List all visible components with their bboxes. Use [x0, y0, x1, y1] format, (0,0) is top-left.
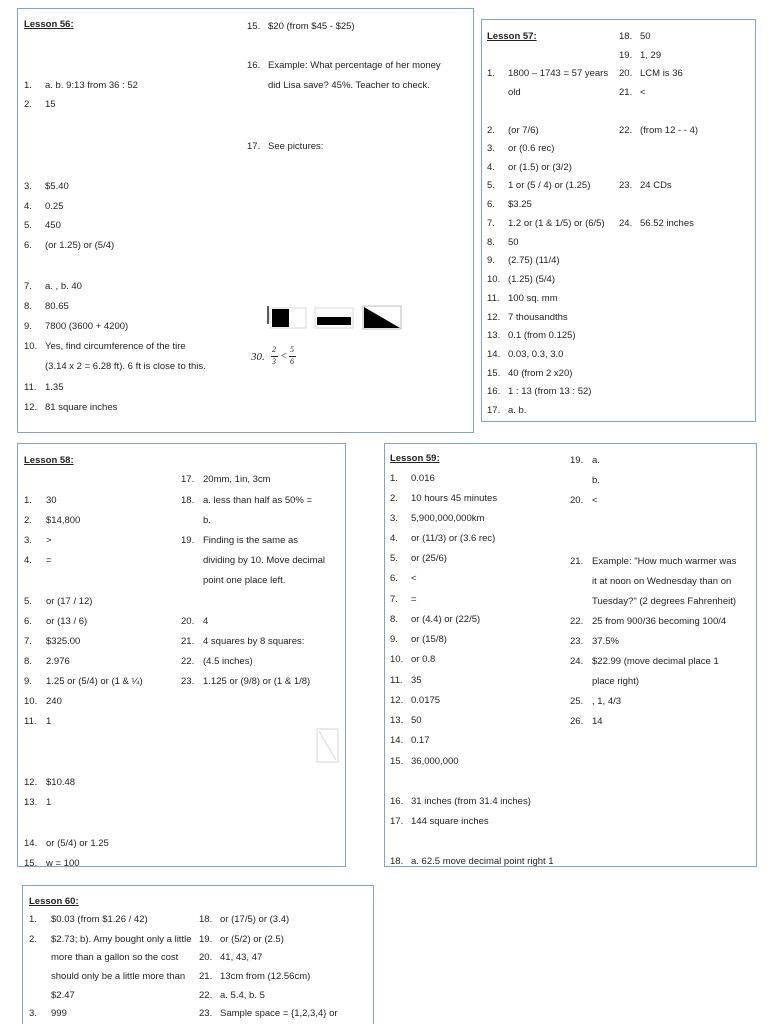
answer-number: 18.: [181, 495, 195, 506]
answer-text: (from 12 - - 4): [640, 125, 699, 136]
answer-number: 4.: [24, 201, 32, 212]
answer-text: 20mm, 1in, 3cm: [203, 474, 271, 485]
answer-text: or (15/8): [411, 634, 447, 645]
answer-number: 3.: [24, 535, 32, 546]
answer-number: 21.: [619, 87, 633, 98]
answer-number: 20.: [199, 952, 213, 963]
answer-number: 8.: [487, 237, 495, 248]
half-shaded-rectangle: [268, 306, 306, 328]
answer-text: LCM is 36: [640, 68, 683, 79]
answer-text: 999: [51, 1008, 67, 1019]
shaded-strip-rectangle: [315, 308, 353, 328]
answer-number: 5.: [24, 596, 32, 607]
answer-number: 20.: [570, 495, 584, 506]
answer-text: 37.5%: [592, 636, 619, 647]
answer-text: w = 100: [46, 858, 80, 867]
answer-number: 22.: [199, 990, 213, 1001]
answer-number: 4.: [24, 555, 32, 566]
answer-text: 450: [45, 220, 61, 231]
answer-number: 13.: [24, 797, 38, 808]
lesson-60-heading: Lesson 60:: [29, 896, 79, 907]
answer-number: 5.: [487, 180, 495, 191]
answer-number: 2.: [487, 125, 495, 136]
answer-text: 1: [46, 797, 52, 808]
fraction-numerator: 2: [272, 345, 276, 354]
answer-number: 9.: [24, 321, 32, 332]
answer-number: 18.: [619, 31, 633, 42]
answer-number: 10.: [24, 696, 38, 707]
answer-text: 240: [46, 696, 62, 707]
answer-text: 7 thousandths: [508, 312, 568, 323]
answer-text: (or 1.25) or (5/4): [45, 240, 115, 251]
answer-text: 1 or (5 / 4) or (1.25): [508, 180, 591, 191]
answer-number: 4.: [487, 162, 495, 173]
answer-number: 23.: [619, 180, 633, 191]
answer-text: or (5/2) or (2.5): [220, 934, 284, 945]
answer-text: Example: "How much warmer was: [592, 556, 737, 567]
answer-text: $14,800: [46, 515, 81, 526]
answer-text: 7800 (3600 + 4200): [45, 321, 129, 332]
answer-text: or (13 / 6): [46, 616, 88, 627]
answer-text: 5,900,000,000km: [411, 513, 485, 524]
answer-number: 3.: [390, 513, 398, 524]
answer-text: 50: [508, 237, 519, 248]
answer-number: 15.: [247, 21, 261, 32]
answer-number: 18.: [199, 914, 213, 925]
lesson-57-heading: Lesson 57:: [487, 31, 537, 42]
answer-text-continued: it at noon on Wednesday than on: [592, 576, 732, 587]
lesson-58-heading: Lesson 58:: [24, 455, 74, 466]
answer-text: 50: [640, 31, 651, 42]
answer-number: 14.: [487, 349, 501, 360]
answer-number: 25.: [570, 696, 584, 707]
answer-text: a. b. 9:13 from 36 : 52: [45, 80, 138, 91]
answer-number: 12.: [390, 695, 404, 706]
answer-text: 36,000,000: [411, 756, 459, 767]
answer-number: 15.: [487, 368, 501, 379]
answer-number: 20.: [181, 616, 195, 627]
answer-text: (1.25) (5/4): [508, 274, 555, 285]
answer-30-label: 30.: [251, 351, 265, 363]
answer-number: 13.: [487, 330, 501, 341]
answer-text: (4.5 inches): [203, 656, 253, 667]
answer-number: 5.: [24, 220, 32, 231]
answer-text-continued: b.: [203, 515, 211, 526]
answer-number: 1.: [29, 914, 37, 925]
answer-text: 0.03, 0.3, 3.0: [508, 349, 564, 360]
answer-number: 16.: [390, 796, 404, 807]
answer-number: 19.: [181, 535, 195, 546]
answer-text: or (17/5) or (3.4): [220, 914, 290, 925]
answer-text: 4: [203, 616, 209, 627]
answer-number: 9.: [24, 676, 32, 687]
answer-number: 21.: [181, 636, 195, 647]
answer-number: 14.: [24, 838, 38, 849]
answer-text: 0.1 (from 0.125): [508, 330, 576, 341]
answer-number: 13.: [390, 715, 404, 726]
answer-text: 1800 – 1743 = 57 years: [508, 68, 609, 79]
answer-number: 1.: [487, 68, 495, 79]
answer-text-continued: did Lisa save? 45%. Teacher to check.: [268, 80, 430, 91]
answer-text: or (25/6): [411, 553, 447, 564]
answer-number: 7.: [390, 594, 398, 605]
answer-text: or (5/4) or 1.25: [46, 838, 109, 849]
answer-text: 13cm from (12.56cm): [220, 971, 311, 982]
answer-text: 56.52 inches: [640, 218, 694, 229]
answer-text: $3.25: [508, 199, 532, 210]
answer-number: 16.: [487, 386, 501, 397]
answer-text: 15: [45, 99, 56, 110]
answer-text: 0.016: [411, 473, 435, 484]
answer-text-continued: b.: [592, 475, 600, 486]
answer-text: 0.0175: [411, 695, 441, 706]
answer-text: or (0.6 rec): [508, 143, 555, 154]
answer-text: 50: [411, 715, 422, 726]
answer-number: 20.: [619, 68, 633, 79]
answer-text: <: [411, 573, 417, 584]
answer-number: 22.: [181, 656, 195, 667]
answer-text-continued: dividing by 10. Move decimal: [203, 555, 325, 566]
comparison-sign: <: [280, 350, 288, 362]
answer-text: 0.25: [45, 201, 64, 212]
answer-number: 8.: [390, 614, 398, 625]
lesson-56-box: [17, 8, 474, 433]
answer-text: 40 (from 2 x20): [508, 368, 573, 379]
answer-text: 25 from 900/36 becoming 100/4: [592, 616, 727, 627]
answer-number: 22.: [619, 125, 633, 136]
answer-number: 3.: [29, 1008, 37, 1019]
answer-text: 1: [46, 716, 52, 727]
answer-text: or (11/3) or (3.6 rec): [411, 533, 496, 544]
answer-number: 11.: [390, 675, 403, 686]
answer-text: $20 (from $45 - $25): [268, 21, 355, 32]
answer-number: 24.: [619, 218, 633, 229]
fraction-denominator: 6: [290, 357, 294, 366]
answer-number: 11.: [24, 382, 37, 393]
answer-number: 3.: [487, 143, 495, 154]
answer-number: 17.: [487, 405, 501, 416]
answer-text: a. b.: [508, 405, 527, 416]
answer-number: 12.: [487, 312, 501, 323]
answer-number: 21.: [570, 556, 584, 567]
answer-number: 11.: [487, 293, 500, 304]
answer-number: 2.: [24, 99, 32, 110]
diagonal-line-picture: [316, 728, 340, 764]
answer-text: 1.25 or (5/4) or (1 & ¼): [46, 676, 143, 687]
lesson-59-box: [384, 443, 757, 867]
answer-text-continued: $2.47: [51, 990, 75, 1001]
answer-text: 31 inches (from 31.4 inches): [411, 796, 531, 807]
answer-text: (2.75) (11/4): [508, 255, 560, 266]
answer-text-continued: should only be a little more than: [51, 971, 186, 982]
answer-number: 21.: [199, 971, 213, 982]
answer-text: a. , b. 40: [45, 281, 82, 292]
answer-text: 4 squares by 8 squares:: [203, 636, 305, 647]
answer-text: 10 hours 45 minutes: [411, 493, 498, 504]
answer-text: $0.03 (from $1.26 / 42): [51, 914, 148, 925]
answer-text: 80.65: [45, 301, 69, 312]
answer-number: 7.: [24, 281, 32, 292]
answer-number: 14.: [390, 735, 404, 746]
answer-text: Yes, find circumference of the tire: [45, 341, 186, 352]
answer-text: 35: [411, 675, 422, 686]
lesson-56-heading: Lesson 56:: [24, 19, 74, 30]
answer-number: 6.: [487, 199, 495, 210]
lesson-59-heading: Lesson 59:: [390, 453, 440, 464]
answer-text-continued: place right): [592, 676, 639, 687]
answer-text: 1.35: [45, 382, 64, 393]
answer-text: (or 7/6): [508, 125, 539, 136]
answer-text: or (4.4) or (22/5): [411, 614, 481, 625]
answer-number: 8.: [24, 656, 32, 667]
answer-text: 0.17: [411, 735, 430, 746]
answer-number: 10.: [24, 341, 38, 352]
answer-number: 1.: [24, 495, 32, 506]
answer-number: 7.: [24, 636, 32, 647]
answer-text: $10.48: [46, 777, 76, 788]
answer-text-continued: point one place left.: [203, 575, 286, 586]
answer-text-continued: (3.14 x 2 = 6.28 ft). 6 ft is close to this.: [45, 361, 206, 372]
answer-number: 12.: [24, 777, 38, 788]
answer-number: 2.: [390, 493, 398, 504]
answer-number: 11.: [24, 716, 37, 727]
answer-number: 22.: [570, 616, 584, 627]
answer-text: 41, 43, 47: [220, 952, 263, 963]
answer-text: a. 62.5 move decimal point right 1: [411, 856, 554, 867]
answer-number: 7.: [487, 218, 495, 229]
shape-pictures: [266, 303, 406, 333]
answer-number: 17.: [390, 816, 404, 827]
answer-text: or (17 / 12): [46, 596, 93, 607]
answer-number: 2.: [24, 515, 32, 526]
answer-text: Finding is the same as: [203, 535, 299, 546]
answer-text: a. 5.4, b. 5: [220, 990, 265, 1001]
answer-text: 14: [592, 716, 603, 727]
answer-text: 24 CDs: [640, 180, 672, 191]
answer-text: 1 : 13 (from 13 : 52): [508, 386, 592, 397]
answer-text: =: [46, 555, 52, 566]
answer-number: 1.: [390, 473, 398, 484]
answer-number: 3.: [24, 181, 32, 192]
answer-text-continued: more than a gallon so the cost: [51, 952, 179, 963]
answer-number: 8.: [24, 301, 32, 312]
answer-number: 19.: [199, 934, 213, 945]
answer-text: Example: What percentage of her money: [268, 60, 441, 71]
lesson-57-box: [481, 19, 756, 422]
answer-text: <: [592, 495, 598, 506]
answer-number: 17.: [181, 474, 195, 485]
answer-number: 5.: [390, 553, 398, 564]
answer-text: =: [411, 594, 417, 605]
lesson-58-box: [17, 443, 346, 867]
fraction-denominator: 3: [272, 357, 276, 366]
answer-number: 9.: [487, 255, 495, 266]
answer-text: Sample space = {1,2,3,4} or: [220, 1008, 338, 1019]
answer-number: 23.: [181, 676, 195, 687]
answer-text: <: [640, 87, 646, 98]
answer-number: 19.: [570, 455, 584, 466]
answer-text: 1.125 or (9/8) or (1 & 1/8): [203, 676, 311, 687]
answer-text: >: [46, 535, 52, 546]
answer-number: 15.: [24, 858, 38, 867]
answer-text: $5.40: [45, 181, 69, 192]
answer-number: 18.: [390, 856, 404, 867]
answer-number: 16.: [247, 60, 261, 71]
answer-number: 6.: [24, 616, 32, 627]
answer-text: 1, 29: [640, 50, 662, 61]
answer-text: $2.73; b). Amy bought only a little: [51, 934, 192, 945]
answer-text: $22.99 (move decimal place 1: [592, 656, 719, 667]
answer-text: 100 sq. mm: [508, 293, 558, 304]
answer-text: , 1, 4/3: [592, 696, 622, 707]
answer-text: or 0.8: [411, 654, 436, 665]
answer-number: 26.: [570, 716, 584, 727]
answer-number: 17.: [247, 141, 261, 152]
answer-text: a. less than half as 50% =: [203, 495, 313, 506]
answer-text: 144 square inches: [411, 816, 489, 827]
answer-number: 24.: [570, 656, 584, 667]
answer-text: $325.00: [46, 636, 81, 647]
answer-number: 6.: [24, 240, 32, 251]
answer-text: 81 square inches: [45, 402, 118, 413]
answer-number: 15.: [390, 756, 404, 767]
answer-text: 2.976: [46, 656, 70, 667]
shaded-triangle-rectangle: [363, 306, 401, 329]
lesson-60-box: [22, 885, 374, 1024]
answer-number: 12.: [24, 402, 38, 413]
answer-number: 2.: [29, 934, 37, 945]
answer-number: 10.: [390, 654, 404, 665]
answer-number: 1.: [24, 80, 32, 91]
answer-text: 30: [46, 495, 57, 506]
answer-number: 23.: [570, 636, 584, 647]
fraction-numerator: 5: [290, 345, 294, 354]
answer-text: See pictures:: [268, 141, 324, 152]
answer-number: 9.: [390, 634, 398, 645]
answer-text: or (1.5) or (3/2): [508, 162, 572, 173]
answer-text-continued: old: [508, 87, 521, 98]
answer-text: 1.2 or (1 & 1/5) or (6/5): [508, 218, 605, 229]
answer-number: 23.: [199, 1008, 213, 1019]
answer-number: 6.: [390, 573, 398, 584]
answer-text: a.: [592, 455, 600, 466]
answer-number: 19.: [619, 50, 633, 61]
answer-text-continued: Tuesday?" (2 degrees Fahrenheit): [592, 596, 737, 607]
answer-number: 4.: [390, 533, 398, 544]
answer-number: 10.: [487, 274, 501, 285]
